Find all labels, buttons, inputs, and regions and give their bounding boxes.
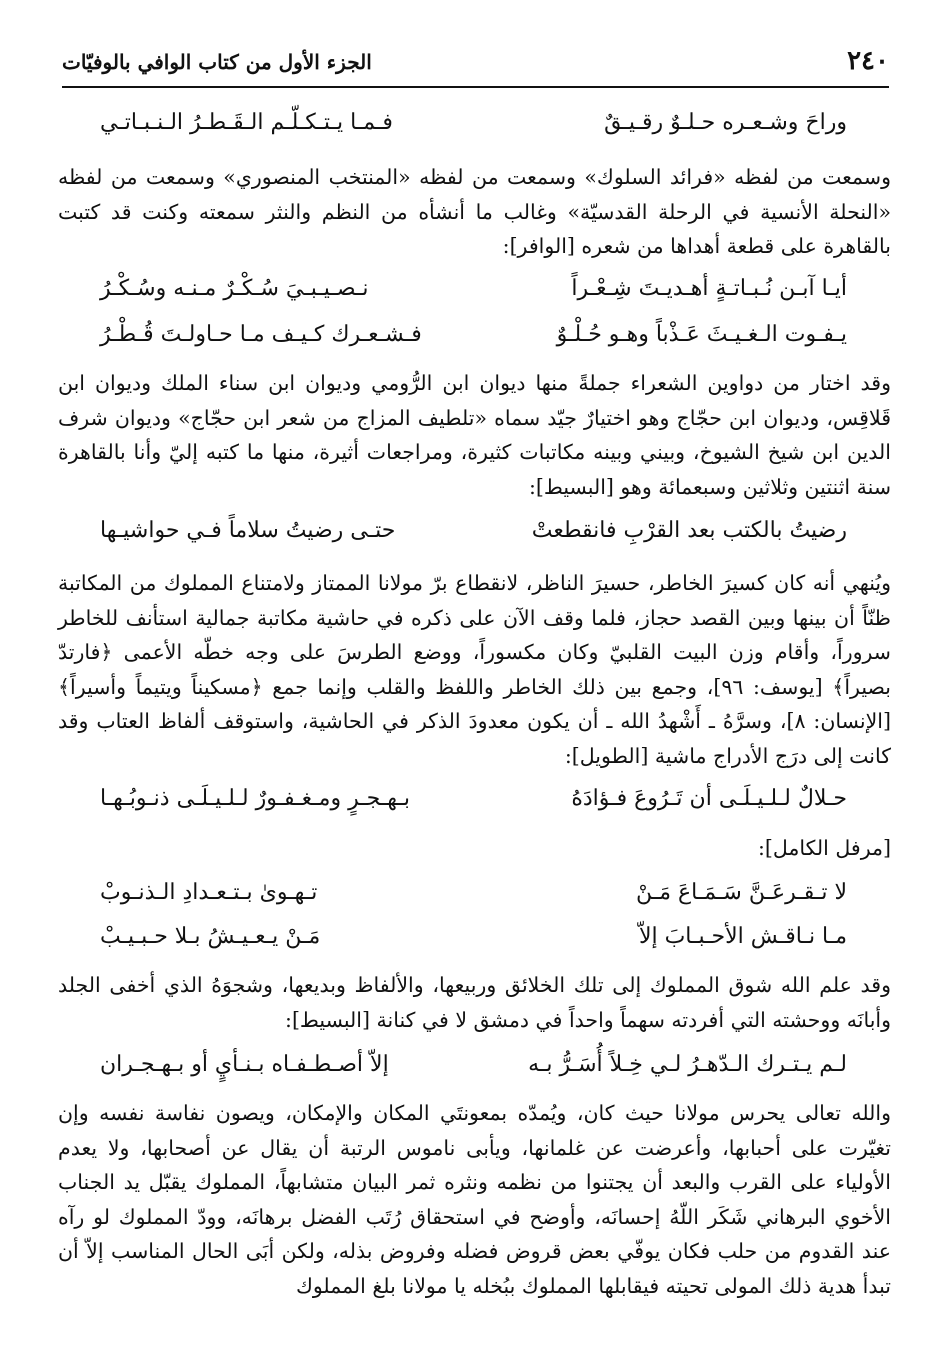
page-header xyxy=(62,42,889,88)
paragraph xyxy=(58,1096,891,1303)
verse-line xyxy=(100,924,847,964)
page-number: ٢٤٠ xyxy=(847,46,889,76)
paragraph-text: والله تعالى يحرس مولانا حيث كان، ويُمدّه بمعونتَي المكان والإمكان، ويصون نفاسة نفسه وإن تغيّرت على أحبابها، وأعرضت عن غلمانها، ويأبى ناموس الرتبة أن يقال عن أصحابها، ولا يعدم الأولياء على القرب والبعد أن يجتنوا من نظمه ونثره ثمر البيان متشابهاً، المملوك يقبّل يد الجناب الأخوي البرهاني شَكَر اللّهُ إحسانَه، وأوضح في استحقاق رُتَب الفضل برهانَه، وودّ المملوك لو رآه عند القدوم من حلب فكان يوفّي بعض قروض فضله وفروض بذله، ولكن أبَى الحال المناسب إلاّ أن تبدأ هدية ذلك المولى تحيته فيقابلها المملوك ببُخله يا مولانا بلغ المملوك xyxy=(58,1101,891,1298)
paragraph-text: وقد اختار من دواوين الشعراء جملةً منها ديوان ابن الرُّومي وديوان ابن سناء الملك وديوان ابن قَلاقِس، وديوان ابن حجّاج وهو اختيارٌ جيّد سماه «تلطيف المزاج من شعر ابن حجّاج» وديوان شرف الدين ابن شيخ الشيوخ، وبيني وبينه مكاتبات كثيرة، ومراجعات أثيرة، منها ما كتبه إليّ وأنا بالقاهرة سنة اثنتين وثلاثين وسبعمائة وهو [البسيط]: xyxy=(58,371,891,499)
verse-second-hemistich: فـشـعـرك كـيـف مـا حـاولـتَ قُـطْـرُ xyxy=(100,322,422,347)
verse-second-hemistich: بـهـجـرٍ ومـغـفـورٌ لـلـيـلَـى ذنـوبُـهـا xyxy=(100,786,411,811)
verse-first-hemistich: حـلالٌ لـلـيـلَـى أن تَـرُوعَ فـؤادَهُ xyxy=(571,786,847,811)
verse-first-hemistich: أيـا آبـن نُـبـاتـةٍ أهـديـتَ شِـعْـراً xyxy=(571,276,847,301)
verse-second-hemistich: إلاّ أصـطـفـاه بـنـأيٍ أو بـهـجـران xyxy=(100,1052,389,1077)
paragraph xyxy=(58,566,891,773)
verse-second-hemistich: فـمـا يـتـكـلّـم الـقَـطـرُ الـنـبـاتـي xyxy=(100,110,393,135)
verse-line xyxy=(100,880,847,920)
paragraph-text: وسمعت من لفظه «فرائد السلوك» وسمعت من لفظه «المنتخب المنصوري» وسمعت من لفظه «النحلة الأنسية في الرحلة القدسيّة» وغالب ما أنشأه من النظم والنثر سمعته وكنت قد كتبت بالقاهرة على قطعة أهداها من شعره [الوافر]: xyxy=(58,165,891,258)
verse-line xyxy=(100,322,847,362)
verse-second-hemistich: تـهـوىٰ بـتـعـدادِ الـذنـوبْ xyxy=(100,880,318,905)
verse-line xyxy=(100,276,847,316)
verse-line xyxy=(100,1052,847,1092)
paragraph-text: ويُنهي أنه كان كسيرَ الخاطر، حسيرَ الناظر، لانقطاع برّ مولانا الممتاز ولامتناع المملوك من المكاتبة ظنّاً أن بينها وبين القصد حجاز، فلما وقف الآن على ذكره في حاشية مكاتبة جمالية استأنف للخاطر سروراً، وأقام وزن البيت القلبيّ وكان مكسوراً، ووضع الطرسَ على وجه خطّه الأعمى ﴿فارتدّ بصيراً﴾ [يوسف: ٩٦]، وجمع بين ذلك الخاطر واللفظ والقلب وإنما جمع ﴿مسكيناً ويتيماً وأسيراً﴾ [الإنسان: ٨]، وسرَّهُ ـ أَشْهدُ الله ـ أن يكون معدودَ الذكر في الحاشية، واستوقف ألفاظ العتاب وقد كانت إلى درَج الأدراج ماشية [الطويل]: xyxy=(58,571,891,768)
verse-first-hemistich: لـم يـتـرك الـدّهـرُ لـي خِـلاً أُسَـرُّ بـه xyxy=(528,1052,847,1077)
paragraph xyxy=(58,968,891,1037)
verse-first-hemistich: يـفـوت الـغـيـثَ عَـذْباً وهـو حُـلْـوٌ xyxy=(556,322,847,347)
paragraph-text: وقد علم الله شوق المملوك إلى تلك الخلائق وربيعها، والألفاظ وبديعها، وشجوَهُ الذي أخفى الجلد وأبانَه ووحشته التي أفردته سهماً واحداً في دمشق لا في كنانة [البسيط]: xyxy=(58,973,891,1032)
running-title: الجزء الأول من كتاب الوافي بالوفيّات xyxy=(62,50,372,74)
verse-first-hemistich: مـا نـاقـش الأحـبـابَ إلاّ xyxy=(638,924,847,949)
verse-first-hemistich: لا تـقـرعَـنَّ سَـمَـاعَ مَـنْ xyxy=(636,880,847,905)
meter-label xyxy=(58,836,891,860)
paragraph xyxy=(58,160,891,264)
verse-line xyxy=(100,518,847,558)
verse-line xyxy=(100,110,847,150)
meter-text: [مرفل الكامل]: xyxy=(757,836,891,860)
verse-second-hemistich: مَـنْ يـعـيـشُ بـلا حـبـيـبْ xyxy=(100,924,321,949)
verse-second-hemistich: حتـى رضيتُ سلاماً فـي حواشيـها xyxy=(100,518,396,543)
paragraph xyxy=(58,366,891,504)
verse-first-hemistich: رضيتُ بالكتب بعد القرْبِ فانقطعتْ xyxy=(531,518,847,543)
verse-line xyxy=(100,786,847,826)
verse-second-hemistich: نـصـيـبـيَ سُـكْـرٌ مـنـه وسُـكْـرُ xyxy=(100,276,369,301)
verse-first-hemistich: وراحَ وشـعـره حـلـوٌ رقـيـقٌ xyxy=(604,110,847,135)
